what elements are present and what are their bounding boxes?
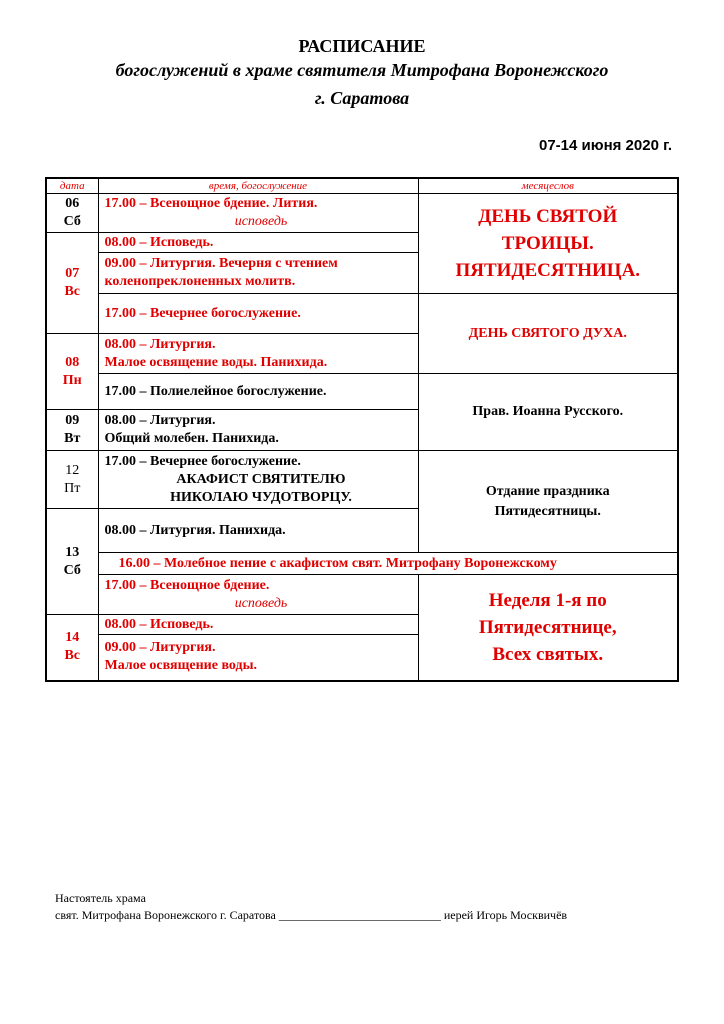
col-header-service: время, богослужение: [98, 178, 418, 194]
page-subtitle: богослужений в храме святителя Митрофана Воронежского: [115, 60, 609, 80]
col-header-date: дата: [46, 178, 98, 194]
col-header-calendar: месяцеслов: [418, 178, 678, 194]
day-number: 12: [65, 462, 80, 478]
day-number: 07: [65, 266, 80, 281]
service-text: 08.00 – Исповедь.: [104, 234, 214, 250]
service-note: исповедь: [234, 214, 288, 229]
service-cell: [98, 410, 418, 451]
service-text: 08.00 – Литургия.: [104, 413, 216, 428]
calendar-cell-all-saints: [418, 575, 678, 681]
weekday: Сб: [63, 214, 81, 229]
weekday: Вт: [64, 431, 81, 446]
weekday: Вс: [64, 284, 81, 299]
service-text: Малое освящение воды.: [104, 658, 258, 674]
weekday: Пт: [64, 480, 81, 496]
calendar-cell-john-russian: [418, 374, 678, 451]
signature-block: [55, 890, 567, 924]
calendar-cell-holy-spirit: [418, 294, 678, 374]
service-cell: [98, 635, 418, 681]
service-cell: [98, 194, 418, 233]
service-text: 17.00 – Вечернее богослужение.: [104, 453, 301, 469]
service-cell: [98, 334, 418, 374]
service-cell: [98, 294, 418, 334]
calendar-cell-apodosis: [418, 451, 678, 553]
service-cell: [98, 451, 418, 509]
feast-text: Прав. Иоанна Русского.: [472, 404, 624, 419]
service-note: исповедь: [234, 595, 288, 611]
day-number: 06: [65, 196, 80, 211]
service-text: 09.00 – Литургия.: [104, 640, 216, 656]
day-number: 09: [65, 413, 80, 428]
service-text: НИКОЛАЮ ЧУДОТВОРЦУ.: [170, 489, 352, 505]
service-text: Общий молебен. Панихида.: [104, 431, 279, 446]
feast-text: ДЕНЬ СВЯТОГО ДУХА.: [468, 325, 627, 341]
day-number: 14: [65, 630, 80, 646]
calendar-cell-trinity: [418, 194, 678, 294]
service-text: 17.00 – Всенощное бдение.: [104, 577, 270, 593]
rector-signature-line: свят. Митрофана Воронежского г. Саратова ___________________________ иерей Игорь Москвичёв: [55, 908, 568, 922]
service-text: 08.00 – Исповедь.: [104, 616, 214, 632]
date-cell-07: [46, 233, 98, 334]
date-cell-14: [46, 615, 98, 681]
service-cell: [98, 233, 418, 253]
page-city: г. Саратова: [314, 88, 410, 108]
date-cell-08: [46, 334, 98, 410]
date-cell-12: [46, 451, 98, 509]
weekday: Сб: [63, 562, 81, 578]
date-cell-09: [46, 410, 98, 451]
service-cell: [98, 374, 418, 410]
feast-text: Неделя 1-я по Пятидесятнице, Всех святых.: [478, 589, 617, 665]
service-text: 17.00 – Всенощное бдение. Лития.: [104, 196, 318, 211]
service-text: 17.00 – Полиелейное богослужение.: [104, 383, 327, 399]
date-range: 07-14 июня 2020 г.: [539, 137, 672, 154]
weekday: Вс: [64, 648, 81, 664]
page-title: РАСПИСАНИЕ: [298, 36, 426, 56]
service-cell-wide: [98, 553, 678, 575]
weekday: Пн: [62, 372, 82, 388]
service-text: 08.00 – Литургия. Панихида.: [104, 522, 286, 538]
feast-text: ДЕНЬ СВЯТОЙ ТРОИЦЫ. ПЯТИДЕСЯТНИЦА.: [455, 206, 641, 281]
service-text: Малое освящение воды. Панихида.: [104, 354, 328, 370]
day-number: 08: [65, 354, 80, 370]
service-text: 17.00 – Вечернее богослужение.: [104, 305, 301, 321]
service-text: 16.00 – Молебное пение с акафистом свят. Митрофану Воронежскому: [118, 555, 557, 571]
day-number: 13: [65, 544, 80, 560]
service-cell: [98, 615, 418, 635]
service-text: 08.00 – Литургия.: [104, 336, 216, 352]
service-text: 09.00 – Литургия. Вечерня с чтением коленопреклоненных молитв.: [104, 256, 338, 289]
date-cell-13: [46, 509, 98, 615]
schedule-table: [45, 177, 679, 682]
service-cell: [98, 509, 418, 553]
service-cell: [98, 575, 418, 615]
service-text: АКАФИСТ СВЯТИТЕЛЮ: [176, 471, 346, 487]
rector-title: Настоятель храма: [55, 891, 146, 905]
date-cell-06: [46, 194, 98, 233]
service-cell: [98, 253, 418, 294]
feast-text: Отдание праздника Пятидесятницы.: [485, 483, 610, 519]
